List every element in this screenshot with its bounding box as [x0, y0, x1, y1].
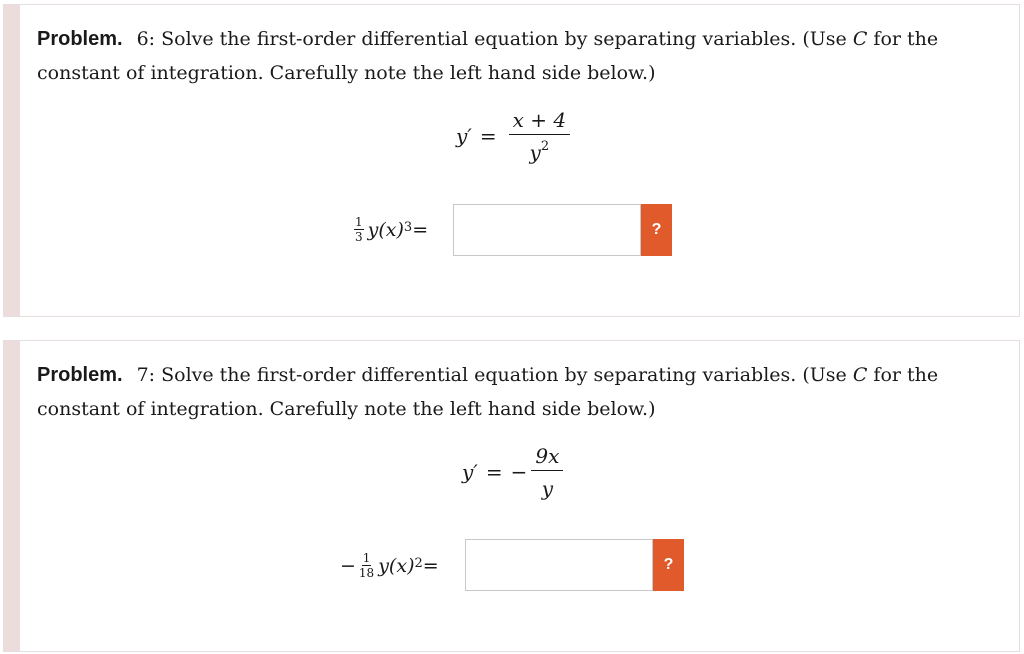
differential-equation: [462, 444, 567, 501]
problem-statement: [37, 358, 987, 426]
eq-denominator-exp: 2: [540, 139, 550, 154]
answer-lhs: [340, 552, 439, 579]
answer-lhs: [354, 216, 428, 243]
eq-fraction: [509, 108, 570, 165]
differential-equation: [456, 108, 574, 165]
problem-number: 6: [136, 28, 149, 50]
eq-sign: −: [510, 460, 528, 485]
answer-input-6[interactable]: [453, 204, 641, 256]
problem-text-after: for the constant of integration. Carefully note the left hand side below.): [37, 364, 939, 420]
answer-lhs-func: y(x): [378, 554, 415, 577]
constant-variable: C: [852, 28, 868, 50]
answer-lhs-fraction: [359, 552, 374, 579]
problem-text-after: for the constant of integration. Carefully note the left hand side below.): [37, 28, 939, 84]
problem-text-before: : Solve the first-order differential equation by separating variables. (Use: [148, 364, 853, 386]
problem-side-stripe: [4, 341, 20, 651]
eq-lhs: y′: [456, 124, 472, 149]
problem-card-6: [3, 4, 1020, 317]
problem-label: Problem.: [37, 28, 123, 50]
answer-input-7[interactable]: [465, 539, 653, 591]
answer-lhs-frac-den: 3: [355, 230, 363, 244]
problem-number: 7: [136, 364, 149, 386]
eq-denominator: [530, 135, 550, 165]
help-button-6[interactable]: ?: [641, 204, 672, 256]
eq-lhs: y′: [462, 460, 478, 485]
answer-lhs-sign: −: [340, 554, 356, 577]
problem-side-stripe: [4, 5, 20, 316]
problem-card-7: [3, 340, 1020, 652]
answer-lhs-equals: =: [422, 554, 439, 577]
answer-lhs-exp: 2: [414, 556, 423, 571]
problem-label: Problem.: [37, 364, 123, 386]
answer-lhs-frac-num: 1: [362, 551, 371, 565]
answer-lhs-exp: 3: [403, 220, 413, 235]
eq-equals: =: [485, 460, 503, 485]
constant-variable: C: [852, 364, 868, 386]
answer-lhs-frac-num: 1: [355, 215, 363, 229]
eq-denominator: [542, 471, 553, 501]
answer-lhs-func: y(x): [367, 218, 404, 241]
eq-denominator-base: y: [529, 140, 541, 165]
eq-fraction: [531, 444, 563, 501]
problem-text-before: : Solve the first-order differential equation by separating variables. (Use: [148, 28, 853, 50]
answer-lhs-frac-den: 18: [358, 566, 375, 580]
eq-numerator: x + 4: [509, 108, 570, 135]
eq-denominator-base: y: [541, 476, 554, 501]
help-button-7[interactable]: ?: [653, 539, 684, 591]
problem-statement: [37, 22, 987, 90]
eq-numerator: 9x: [531, 444, 563, 471]
eq-equals: =: [479, 124, 497, 149]
answer-lhs-equals: =: [412, 218, 429, 241]
answer-lhs-fraction: [354, 216, 364, 243]
